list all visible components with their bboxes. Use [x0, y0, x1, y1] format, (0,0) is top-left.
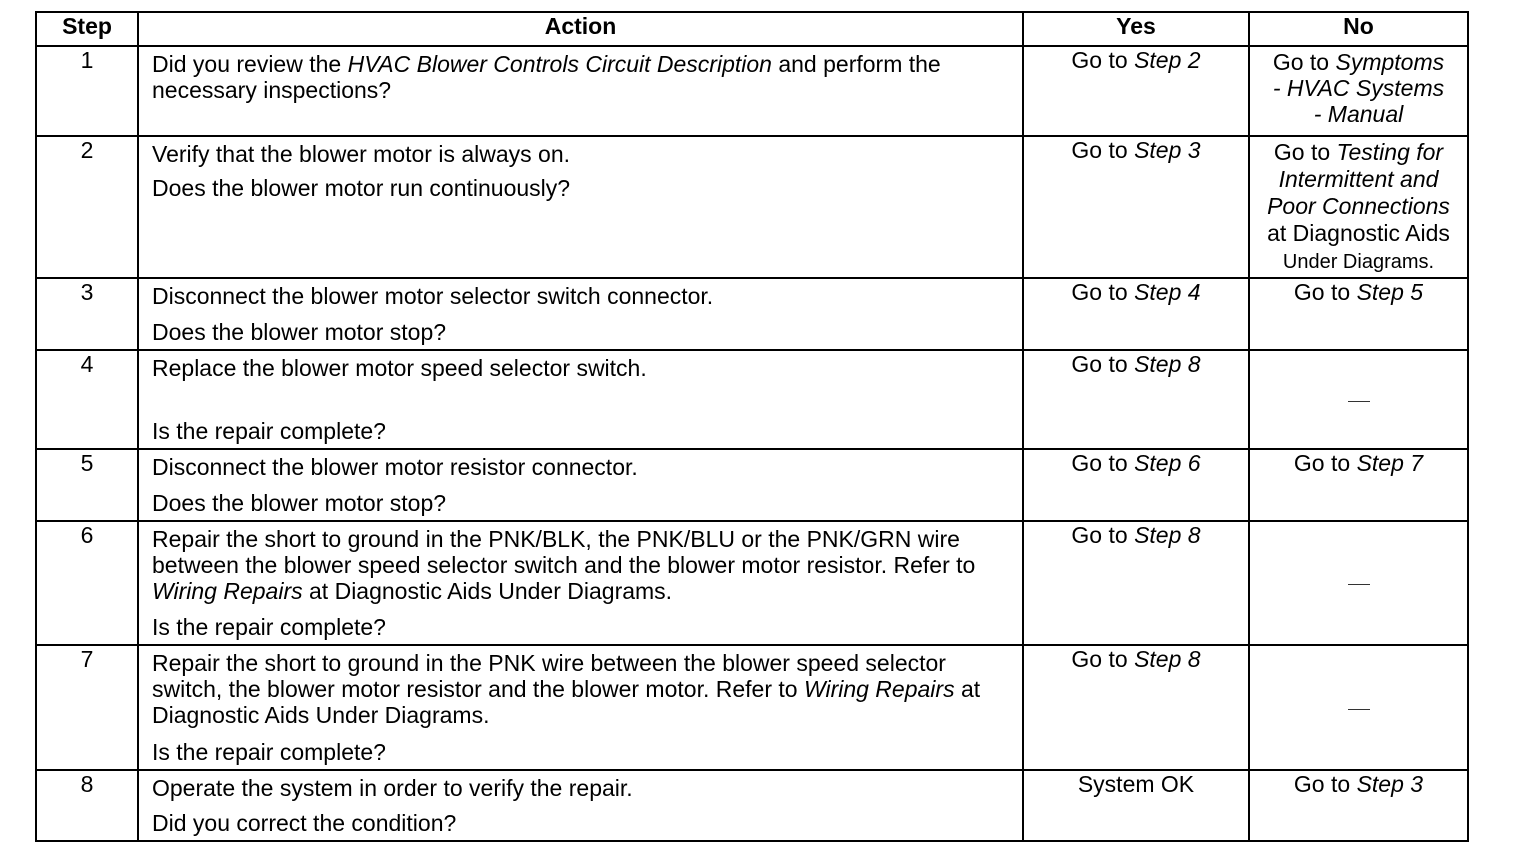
no-cell: Go to Step 3	[1249, 770, 1468, 841]
no-cell	[1249, 350, 1468, 449]
no-cell	[1249, 521, 1468, 645]
action-cell	[138, 278, 1023, 350]
yes-cell: Go to Step 3	[1023, 136, 1249, 278]
no-cell-line-5: Under Diagrams.	[1282, 251, 1435, 273]
testing-intermittent-link-line-2: Intermittent and	[1278, 166, 1439, 192]
question-text: Is the repair complete?	[152, 739, 386, 765]
action-cell	[138, 136, 1023, 278]
goto-step-link[interactable]: Step 6	[1134, 450, 1201, 476]
circuit-description-link[interactable]: HVAC Blower Controls Circuit Description	[347, 51, 772, 77]
symptoms-link-line-2: - HVAC Systems	[1272, 75, 1445, 101]
yes-cell: Go to Step 2	[1023, 46, 1249, 136]
no-action-dash	[1348, 709, 1370, 710]
action-text: Operate the system in order to verify the repair.	[152, 775, 633, 801]
step-number: 3	[36, 278, 138, 350]
wiring-repairs-link[interactable]: Wiring Repairs	[803, 676, 955, 702]
table-row-step-2	[36, 136, 1468, 278]
action-cell	[138, 350, 1023, 449]
action-text: Did you review the HVAC Blower Controls Circuit Description and perform the necessary inspections?	[152, 51, 941, 103]
question-text: Did you correct the condition?	[152, 810, 457, 836]
yes-cell: Go to Step 8	[1023, 645, 1249, 770]
no-cell: Go to Testing for Intermittent and Poor Connections at Diagnostic Aids Under Diagrams.	[1249, 136, 1468, 278]
symptoms-link-line-3: - Manual	[1313, 101, 1404, 127]
no-action-dash	[1348, 584, 1370, 585]
testing-intermittent-link-line-3: Poor Connections	[1267, 193, 1450, 219]
header-action: Action	[138, 12, 1023, 46]
no-cell-line-4: at Diagnostic Aids	[1267, 220, 1450, 246]
header-step: Step	[36, 12, 138, 46]
question-text: Does the blower motor run continuously?	[152, 175, 571, 201]
goto-step-link[interactable]: Step 5	[1356, 279, 1424, 305]
wiring-repairs-link[interactable]: Wiring Repairs	[152, 578, 303, 604]
yes-cell: System OK	[1023, 770, 1249, 841]
table-row-step-8	[36, 770, 1468, 841]
action-text: Verify that the blower motor is always on.	[152, 141, 571, 167]
no-cell: Go to Step 5	[1249, 278, 1468, 350]
action-text: Disconnect the blower motor selector switch connector.	[152, 283, 714, 309]
step-number: 6	[36, 521, 138, 645]
question-text: Is the repair complete?	[152, 614, 386, 640]
table-row-step-1	[36, 46, 1468, 136]
no-cell	[1249, 645, 1468, 770]
goto-step-link[interactable]: Step 4	[1134, 279, 1201, 305]
action-cell	[138, 449, 1023, 521]
table-row-step-7	[36, 645, 1468, 770]
symptoms-link[interactable]: Symptoms	[1335, 49, 1445, 75]
step-number: 8	[36, 770, 138, 841]
diagnostic-table	[35, 11, 1469, 842]
table-row-step-3	[36, 278, 1468, 350]
yes-cell: Go to Step 6	[1023, 449, 1249, 521]
question-text: Is the repair complete?	[152, 418, 386, 444]
table-row-step-6	[36, 521, 1468, 645]
action-text: Repair the short to ground in the PNK wire between the blower speed selector switch, the blower motor resistor and the blower motor. Refer to Wiring Repairs at Diagnostic Aids Under Diagrams.	[152, 650, 981, 728]
goto-step-link[interactable]: Step 8	[1134, 522, 1201, 548]
action-text: Disconnect the blower motor resistor connector.	[152, 454, 638, 480]
no-cell: Go to Step 7	[1249, 449, 1468, 521]
testing-intermittent-link[interactable]: Testing for	[1336, 139, 1444, 165]
goto-step-link[interactable]: Step 7	[1356, 450, 1424, 476]
question-text: Does the blower motor stop?	[152, 319, 447, 345]
action-cell	[138, 770, 1023, 841]
question-text: Does the blower motor stop?	[152, 490, 447, 516]
step-number: 7	[36, 645, 138, 770]
no-cell: Go to Symptoms - HVAC Systems - Manual	[1249, 46, 1468, 136]
yes-cell: Go to Step 8	[1023, 350, 1249, 449]
goto-step-link[interactable]: Step 3	[1356, 771, 1424, 797]
goto-step-link[interactable]: Step 3	[1134, 137, 1201, 163]
header-yes: Yes	[1023, 12, 1249, 46]
yes-cell: Go to Step 4	[1023, 278, 1249, 350]
table-row-step-4	[36, 350, 1468, 449]
action-cell	[138, 46, 1023, 136]
yes-cell: Go to Step 8	[1023, 521, 1249, 645]
action-text: Replace the blower motor speed selector switch.	[152, 355, 647, 381]
goto-step-link[interactable]: Step 2	[1134, 47, 1201, 73]
action-cell	[138, 521, 1023, 645]
step-number: 5	[36, 449, 138, 521]
action-text: Repair the short to ground in the PNK/BLK, the PNK/BLU or the PNK/GRN wire between the blower speed selector switch and the blower motor resistor. Refer to Wiring Repairs at Diagnostic Aids Under Diagrams.	[152, 526, 976, 604]
action-cell	[138, 645, 1023, 770]
header-row	[36, 12, 1468, 46]
step-number: 1	[36, 46, 138, 136]
step-number: 4	[36, 350, 138, 449]
no-action-dash	[1348, 401, 1370, 402]
table-row-step-5	[36, 449, 1468, 521]
header-no: No	[1249, 12, 1468, 46]
goto-step-link[interactable]: Step 8	[1134, 646, 1201, 672]
step-number: 2	[36, 136, 138, 278]
goto-step-link[interactable]: Step 8	[1134, 351, 1201, 377]
